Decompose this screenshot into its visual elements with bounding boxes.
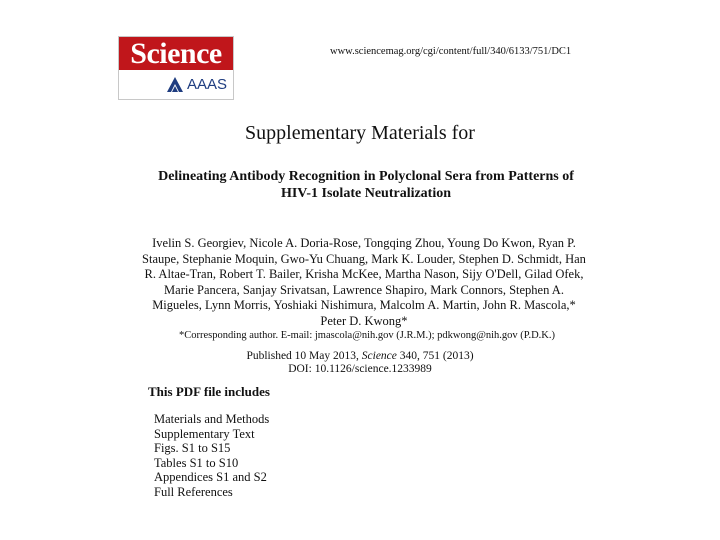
includes-heading: This PDF file includes [148, 384, 270, 399]
includes-list [154, 412, 269, 499]
journal-name: Science [361, 350, 397, 362]
publication-info [0, 350, 720, 376]
aaas-text: AAAS [186, 76, 227, 93]
published-suffix: 340, 751 (2013) [396, 350, 474, 362]
doi-line: DOI: 10.1126/science.1233989 [288, 363, 432, 375]
science-wordmark: Science [119, 37, 233, 70]
published-prefix: Published 10 May 2013, [246, 350, 362, 362]
list-item: Full References [154, 484, 233, 499]
aaas-logo-icon [166, 76, 184, 93]
list-item: Materials and Methods [154, 412, 270, 426]
list-item: Tables S1 to S10 [154, 455, 239, 470]
science-logo [118, 36, 234, 100]
list-item: Figs. S1 to S15 [154, 441, 231, 455]
published-line [0, 350, 720, 363]
author-list: Ivelin S. Georgiev, Nicole A. Doria-Rose, Tongqing Zhou, Young Do Kwon, Ryan P. Staupe, Stephanie Moquin, Gwo-Yu Chuang, Mark K. Louder, Stephen D. Schmidt, Han R. Altae-Tran, Robert T. Bailer, Krisha McKee, Martha Nason, Sijy O'Dell, Gilad Ofek, Marie Pancera, Sanjay Srivatsan, Lawrence Shapiro, Mark Connors, Stephen A. Migueles, Lynn Morris, Yoshiaki Nishimura, Malcolm A. Martin, John R. Mascola,* Peter D. Kwong* [142, 236, 586, 328]
corresponding-author: *Corresponding author. E-mail: jmascola@nih.gov (J.R.M.); pdkwong@nih.gov (P.D.K.) [178, 330, 556, 341]
supplementary-title: Supplementary Materials for [245, 122, 475, 144]
aaas-wordmark [119, 70, 233, 99]
paper-title: Delineating Antibody Recognition in Polyclonal Sera from Patterns of HIV-1 Isolate Neutralization [158, 169, 574, 201]
list-item: Supplementary Text [154, 426, 255, 441]
list-item: Appendices S1 and S2 [154, 470, 267, 484]
source-url: www.sciencemag.org/cgi/content/full/340/6133/751/DC1 [330, 46, 572, 57]
